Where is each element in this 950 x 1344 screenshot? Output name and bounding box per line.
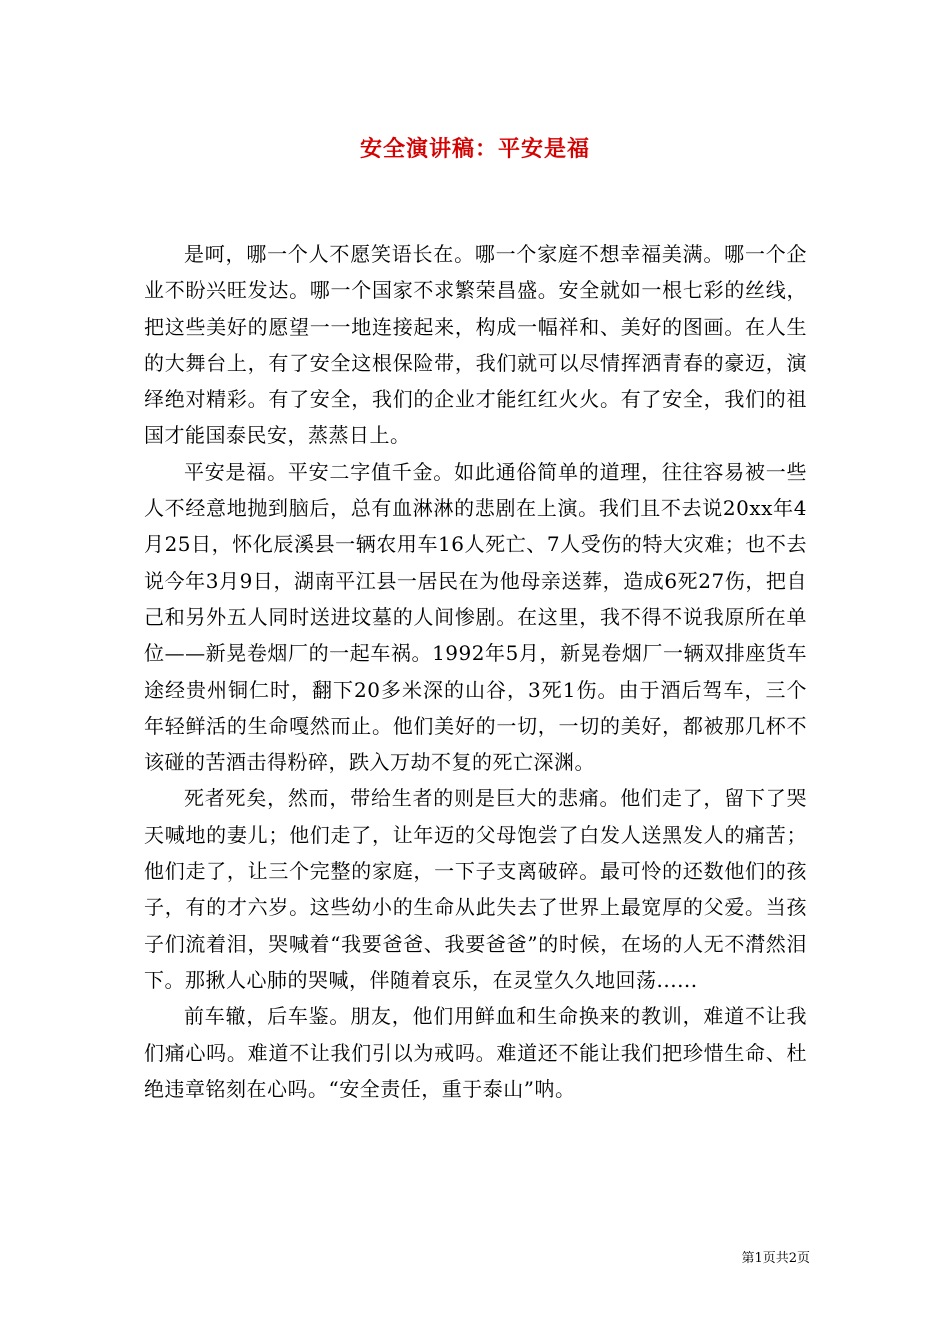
document-body [144, 236, 807, 1107]
paragraph-4: 前车辙，后车鉴。朋友，他们用鲜血和生命换来的教训，难道不让我们痛心吗。难道不让我们引以为戒吗。难道还不能让我们把珍惜生命、杜绝违章铭刻在心吗。“安全责任，重于泰山”呐。 [144, 1004, 807, 1101]
paragraph-3: 死者死矣，然而，带给生者的则是巨大的悲痛。他们走了，留下了哭天喊地的妻儿；他们走了，让年迈的父母饱尝了白发人送黑发人的痛苦；他们走了，让三个完整的家庭，一下子支离破碎。最可怜的还数他们的孩子，有的才六岁。这些幼小的生命从此失去了世界上最宽厚的父爱。当孩子们流着泪，哭喊着“我要爸爸、我要爸爸”的时候，在场的人无不潸然泪下。那揪人心肺的哭喊，伴随着哀乐，在灵堂久久地回荡...... [144, 786, 807, 992]
document-title: 安全演讲稿：平安是福 [359, 137, 590, 162]
page-number-footer: 第1页共2页 [741, 1251, 810, 1266]
paragraph-1: 是呵，哪一个人不愿笑语长在。哪一个家庭不想幸福美满。哪一个企业不盼兴旺发达。哪一个国家不求繁荣昌盛。安全就如一根七彩的丝线，把这些美好的愿望一一地连接起来，构成一幅祥和、美好的图画。在人生的大舞台上，有了安全这根保险带，我们就可以尽情挥洒青春的豪迈，演绎绝对精彩。有了安全，我们的企业才能红红火火。有了安全，我们的祖国才能国泰民安，蒸蒸日上。 [144, 242, 807, 448]
paragraph-2: 平安是福。平安二字值千金。如此通俗简单的道理，往往容易被一些人不经意地抛到脑后，总有血淋淋的悲剧在上演。我们且不去说20xx年4月25日，怀化辰溪县一辆农用车16人死亡、7人受伤的特大灾难；也不去说今年3月9日，湖南平江县一居民在为他母亲送葬，造成6死27伤，把自己和另外五人同时送进坟墓的人间惨剧。在这里，我不得不说我原所在单位——新晃卷烟厂的一起车祸。1992年5月，新晃卷烟厂一辆双排座货车途经贵州铜仁时，翻下20多米深的山谷，3死1伤。由于酒后驾车，三个年轻鲜活的生命嘎然而止。他们美好的一切，一切的美好，都被那几杯不该碰的苦酒击得粉碎，跌入万劫不复的死亡深渊。 [144, 459, 807, 775]
